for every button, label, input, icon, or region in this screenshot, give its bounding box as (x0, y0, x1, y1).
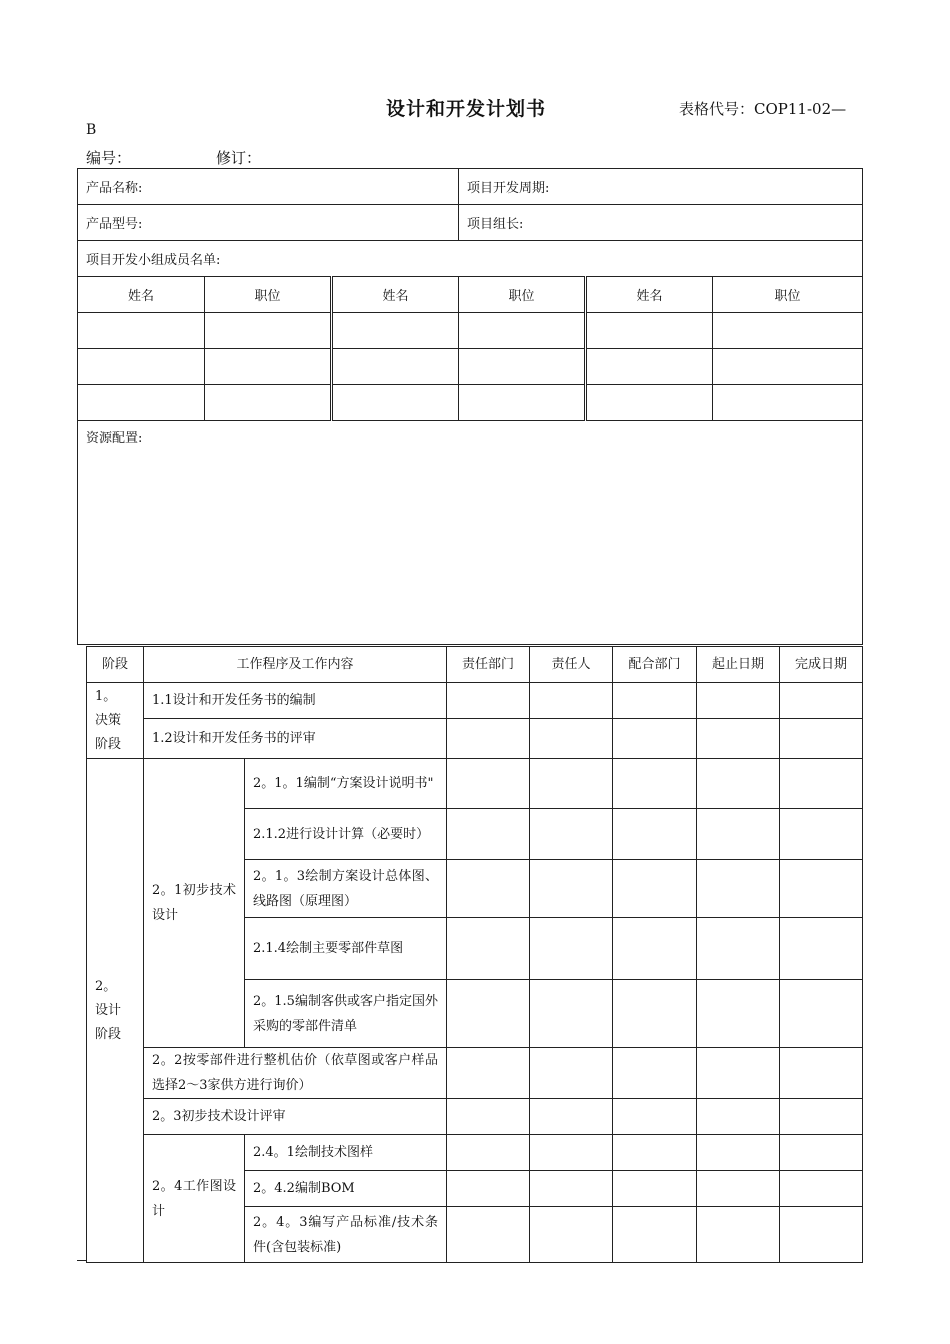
task-2-4-3: 2。4。3编写产品标准/技术条件(含包装标准) (245, 1207, 447, 1263)
cell[interactable] (447, 759, 530, 809)
cell[interactable] (697, 918, 780, 980)
cell[interactable] (780, 683, 863, 719)
cell[interactable] (613, 1048, 697, 1099)
product-name-field[interactable]: 产品名称: (78, 169, 459, 205)
member-row (78, 349, 863, 385)
project-info-table (77, 168, 863, 645)
task-2-4: 2。4工作图设计 (144, 1135, 245, 1263)
member-cell[interactable] (332, 385, 459, 421)
cell[interactable] (780, 980, 863, 1048)
cell[interactable] (447, 1135, 530, 1171)
work-plan-table (86, 646, 863, 1263)
cell[interactable] (530, 980, 613, 1048)
header-responsible-person: 责任人 (530, 647, 613, 683)
team-leader-field[interactable]: 项目组长: (459, 205, 863, 241)
col-name-2: 姓名 (332, 277, 459, 313)
member-cell[interactable] (459, 313, 586, 349)
col-name-1: 姓名 (78, 277, 205, 313)
cell[interactable] (697, 809, 780, 860)
document-title: 设计和开发计划书 (386, 98, 547, 120)
cell[interactable] (613, 1099, 697, 1135)
task-2-3: 2。3初步技术设计评审 (144, 1099, 447, 1135)
cell[interactable] (780, 1099, 863, 1135)
cell[interactable] (447, 918, 530, 980)
member-row (78, 385, 863, 421)
member-cell[interactable] (586, 349, 713, 385)
cell[interactable] (447, 1171, 530, 1207)
member-cell[interactable] (713, 385, 863, 421)
cell[interactable] (780, 719, 863, 759)
member-cell[interactable] (586, 313, 713, 349)
task-2-1-4: 2.1.4绘制主要零部件草图 (245, 918, 447, 980)
plan-header-row (87, 647, 863, 683)
task-2-1-3: 2。1。3绘制方案设计总体图、线路图（原理图） (245, 860, 447, 918)
cell[interactable] (697, 860, 780, 918)
stage-design: 2。 设计 阶段 (87, 759, 144, 1263)
task-2-1-2: 2.1.2进行设计计算（必要时） (245, 809, 447, 860)
header-start-end-date: 起止日期 (697, 647, 780, 683)
member-cell[interactable] (205, 349, 332, 385)
task-2-1-5: 2。1.5编制客供或客户指定国外采购的零部件清单 (245, 980, 447, 1048)
cell[interactable] (530, 1171, 613, 1207)
cell[interactable] (530, 683, 613, 719)
task-2-4-1: 2.4。1绘制技术图样 (245, 1135, 447, 1171)
cell[interactable] (447, 719, 530, 759)
col-position-2: 职位 (459, 277, 586, 313)
cell[interactable] (697, 1171, 780, 1207)
cell[interactable] (530, 1048, 613, 1099)
cell[interactable] (613, 1171, 697, 1207)
cell[interactable] (780, 1207, 863, 1263)
cell[interactable] (697, 980, 780, 1048)
header-completion-date: 完成日期 (780, 647, 863, 683)
cell[interactable] (447, 980, 530, 1048)
cell[interactable] (530, 719, 613, 759)
task-1-1: 1.1设计和开发任务书的编制 (144, 683, 447, 719)
form-code: 表格代号：COP11-02— (679, 100, 847, 118)
cell[interactable] (447, 683, 530, 719)
cell[interactable] (613, 1135, 697, 1171)
resources-field[interactable]: 资源配置: (78, 421, 863, 645)
form-code-suffix: B (86, 122, 97, 138)
member-cell[interactable] (459, 385, 586, 421)
member-cell[interactable] (78, 349, 205, 385)
cell[interactable] (447, 860, 530, 918)
cell[interactable] (530, 1135, 613, 1171)
cell[interactable] (530, 809, 613, 860)
cell[interactable] (697, 1207, 780, 1263)
member-cell[interactable] (332, 349, 459, 385)
cell[interactable] (530, 759, 613, 809)
task-1-2: 1.2设计和开发任务书的评审 (144, 719, 447, 759)
col-name-3: 姓名 (586, 277, 713, 313)
cell[interactable] (613, 860, 697, 918)
cell[interactable] (780, 1135, 863, 1171)
cell[interactable] (697, 719, 780, 759)
cell[interactable] (613, 1207, 697, 1263)
header-responsible-dept: 责任部门 (447, 647, 530, 683)
task-2-1: 2。1初步技术设计 (144, 759, 245, 1048)
cell[interactable] (780, 860, 863, 918)
cell[interactable] (697, 1135, 780, 1171)
task-2-1-1: 2。1。1编制“方案设计说明书" (245, 759, 447, 809)
member-row (78, 313, 863, 349)
product-model-field[interactable]: 产品型号: (78, 205, 459, 241)
task-2-4-2: 2。4.2编制BOM (245, 1171, 447, 1207)
cell[interactable] (697, 759, 780, 809)
cell[interactable] (613, 719, 697, 759)
cell[interactable] (697, 1048, 780, 1099)
cell[interactable] (530, 1207, 613, 1263)
header-stage: 阶段 (87, 647, 144, 683)
header-work-content: 工作程序及工作内容 (144, 647, 447, 683)
cell[interactable] (780, 759, 863, 809)
revision-label: 修订： (216, 149, 262, 167)
cell[interactable] (613, 809, 697, 860)
member-cell[interactable] (78, 385, 205, 421)
cell[interactable] (613, 918, 697, 980)
member-cell[interactable] (78, 313, 205, 349)
cell[interactable] (780, 918, 863, 980)
member-cell[interactable] (713, 349, 863, 385)
task-2-2: 2。2按零部件进行整机估价（依草图或客户样品选择2～3家供方进行询价） (144, 1048, 447, 1099)
cell[interactable] (530, 918, 613, 980)
header-cooperating-dept: 配合部门 (613, 647, 697, 683)
cell[interactable] (530, 1099, 613, 1135)
cell[interactable] (613, 683, 697, 719)
cell[interactable] (530, 860, 613, 918)
cell[interactable] (447, 809, 530, 860)
cell[interactable] (697, 1099, 780, 1135)
cell[interactable] (613, 980, 697, 1048)
member-cell[interactable] (586, 385, 713, 421)
member-list-label: 项目开发小组成员名单: (78, 241, 863, 277)
col-position-3: 职位 (713, 277, 863, 313)
cell[interactable] (447, 1099, 530, 1135)
member-cell[interactable] (713, 313, 863, 349)
cell[interactable] (780, 809, 863, 860)
member-cell[interactable] (205, 385, 332, 421)
number-label: 编号： (86, 149, 132, 167)
cell[interactable] (447, 1207, 530, 1263)
col-position-1: 职位 (205, 277, 332, 313)
member-cell[interactable] (205, 313, 332, 349)
cell[interactable] (780, 1171, 863, 1207)
cell[interactable] (780, 1048, 863, 1099)
cell[interactable] (613, 759, 697, 809)
member-cell[interactable] (332, 313, 459, 349)
cell[interactable] (697, 683, 780, 719)
table-edge-mark (77, 1260, 87, 1261)
dev-period-field[interactable]: 项目开发周期: (459, 169, 863, 205)
stage-decision: 1。 决策 阶段 (87, 683, 144, 759)
cell[interactable] (447, 1048, 530, 1099)
member-cell[interactable] (459, 349, 586, 385)
